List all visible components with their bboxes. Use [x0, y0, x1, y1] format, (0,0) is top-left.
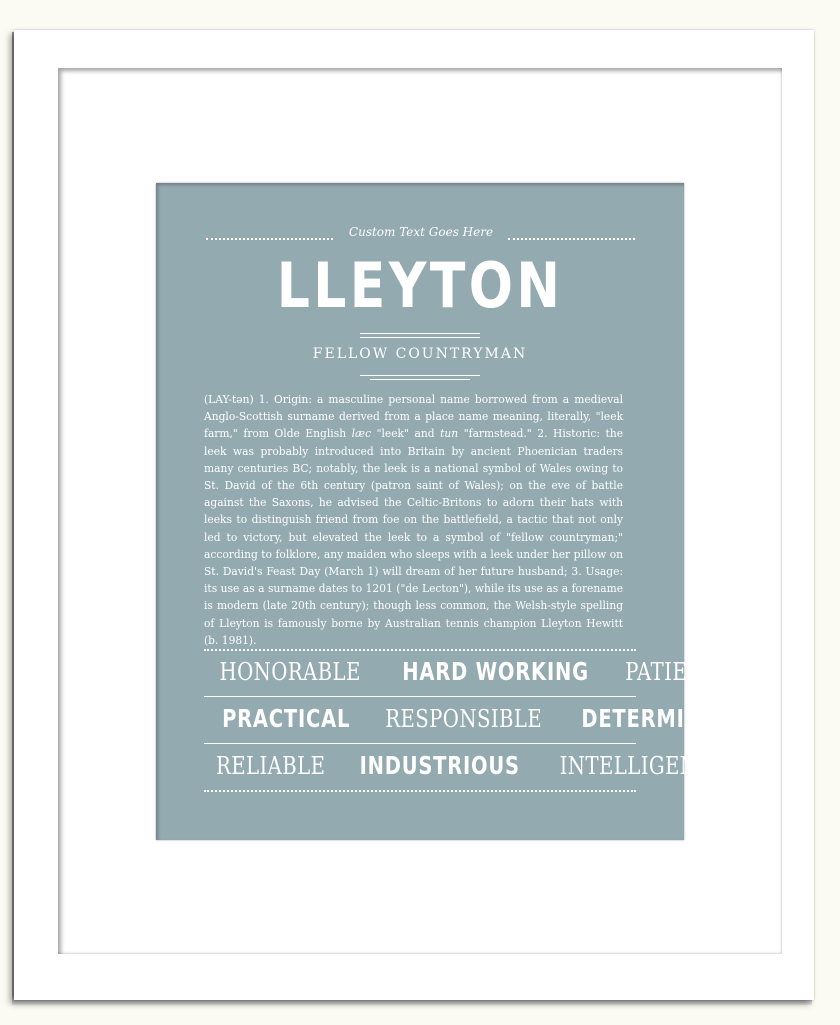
definition-text: "leek" and	[371, 427, 441, 441]
rule-bottom-2	[370, 379, 470, 380]
trait: RELIABLE	[216, 752, 326, 780]
rule-top	[360, 333, 480, 334]
trait-emphasized: DETERMINED	[580, 704, 733, 733]
dotted-divider-right	[508, 238, 635, 240]
custom-text: Custom Text Goes Here	[348, 225, 494, 239]
trait-row	[204, 751, 711, 783]
trait-row	[204, 657, 719, 689]
definition-text: "farmstead." 2. Historic: the leek was probably introduced into Britain by ancient Phoenician traders many centuries BC; notably, the leek is a national symbol of Wales owing to St. David of the 6th century (patron saint of Wales); on the eve of battle against the Saxons, he advised the Celtic-Britons to adorn their hats with leeks to distinguish friend from foe on the battlefield, a tactic that not only led to victory, but elevated the leek to a symbol of "fellow countryman;" according to folklore, any maiden who sleeps with a leek under her pillow on St. David's Feast Day (March 1) will dream of her future husband; 3. Usage: its use as a surname dates to 1201 ("de Lecton"), while its use as a forename is modern (late 20th century); though less common, the Welsh-style spelling of Lleyton is famously borne by Australian tennis champion Lleyton Hewitt (b. 1981).	[204, 427, 624, 647]
definition-text: (LAY-tən) 1. Origin: a masculine personal name borrowed from a medieval Anglo-Scottish surname derived from a place name meaning, literally, "leek farm," from Olde English	[204, 393, 624, 441]
trait-emphasized: PRACTICAL	[222, 704, 351, 733]
definition-word-tun: tun	[440, 427, 459, 441]
trait: HONORABLE	[219, 658, 361, 686]
rule-bottom	[360, 375, 480, 376]
definition-word-laec: læc	[351, 427, 372, 441]
name-print	[156, 183, 733, 840]
trait-emphasized: INDUSTRIOUS	[360, 751, 521, 780]
trait-row-divider	[204, 696, 636, 697]
trait-row-divider	[204, 743, 636, 744]
trait-emphasized: HARD WORKING	[402, 657, 590, 686]
dotted-divider-traits-top	[204, 649, 636, 651]
rule-top-2	[360, 337, 480, 338]
trait: RESPONSIBLE	[385, 705, 543, 733]
name-title: LLEYTON	[276, 249, 564, 322]
trait: PATIENT	[625, 658, 719, 686]
dotted-divider-traits-bottom	[204, 790, 636, 792]
trait: INTELLIGENT	[559, 752, 711, 780]
name-meaning: FELLOW COUNTRYMAN	[312, 346, 528, 362]
trait-row	[204, 704, 733, 736]
name-definition	[204, 391, 623, 649]
dotted-divider-left	[206, 238, 333, 240]
